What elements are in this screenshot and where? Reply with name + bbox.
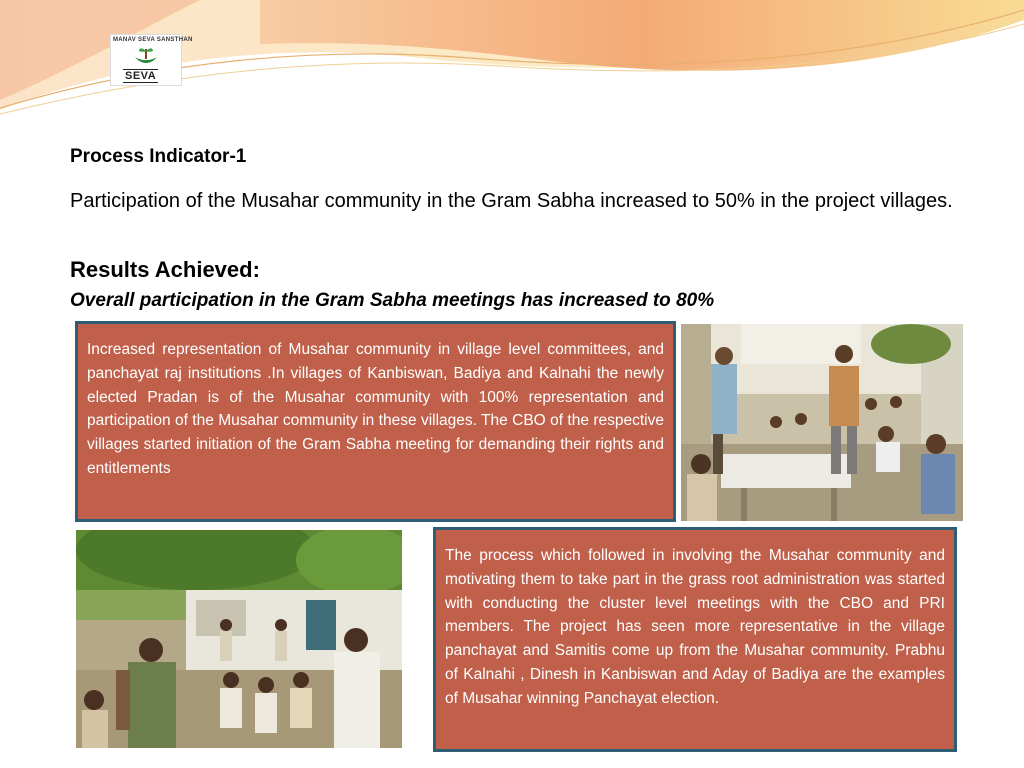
indicator-description: Participation of the Musahar community in the Gram Sabha increased to 50% in the project villages. [70,190,953,212]
logo-arc-text: MANAV SEVA SANSTHAN [113,37,193,43]
meeting-photo-1 [681,324,963,521]
results-heading: Results Achieved: [70,257,260,282]
process-indicator-heading: Process Indicator-1 [70,146,247,167]
process-text-box: The process which followed in involving the Musahar community and motivating them to take part in the grass root administration was started with conducting the cluster level meetings with the CBO and PRI members. The project has seen more representative in the village panchayat and Samitis come up from the Musahar community. Prabhu of Kalnahi , Dinesh in Kanbiswan and Aday of Badiya are the examples of Musahar winning Panchayat election. [433,527,957,752]
plant-hand-icon [133,45,159,67]
seva-logo [110,34,193,86]
logo-text: SEVA [125,70,157,82]
overall-participation-heading: Overall participation in the Gram Sabha meetings has increased to 80% [70,290,715,311]
meeting-photo-2 [76,530,402,748]
representation-text-box: Increased representation of Musahar community in village level committees, and panchayat raj institutions .In villages of Kanbiswan, Badiya and Kalnahi the newly elected Pradan is of the Musahar community with 100% representation and participation of the Musahar community in these villages. The CBO of the respective villages started initiation of the Gram Sabha meeting for demanding their rights and entitlements [75,321,676,522]
